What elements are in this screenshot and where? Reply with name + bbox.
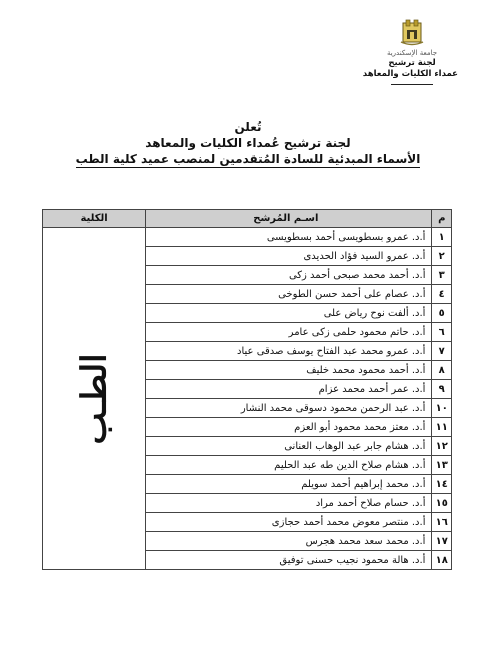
candidate-name: أ.د. عبد الرحمن محمود دسوقى محمد النشار — [146, 399, 432, 418]
header-divider — [391, 84, 433, 85]
row-number: ١١ — [432, 418, 452, 437]
row-number: ٤ — [432, 285, 452, 304]
row-number: ٩ — [432, 380, 452, 399]
university-seal-icon — [397, 18, 427, 48]
candidate-name: أ.د. عمرو بسطويسى أحمد بسطويسى — [146, 228, 432, 247]
candidate-name: أ.د. منتصر معوض محمد أحمد حجازى — [146, 513, 432, 532]
row-number: ٢ — [432, 247, 452, 266]
committee-line-2: عمداء الكليات والمعاهد — [362, 69, 458, 79]
candidate-name: أ.د. أحمد محمود محمد خليف — [146, 361, 432, 380]
committee-heading: لجنة ترشيح عُمداء الكليات والمعاهد — [145, 136, 351, 150]
faculty-cell — [43, 228, 146, 570]
candidate-name: أ.د. هشام جابر عبد الوهاب العنانى — [146, 437, 432, 456]
table-row — [43, 228, 452, 247]
table-body — [43, 228, 452, 570]
candidate-name: أ.د. محمد إبراهيم أحمد سويلم — [146, 475, 432, 494]
header-number: م — [432, 210, 452, 228]
committee-line-1: لجنة ترشيح — [388, 58, 436, 68]
header-candidate-name: اسـم المُرشح — [146, 210, 432, 228]
subject-heading-text: الأسماء المبدئية للسادة المُتقدمين لمنصب عميد كلية الطب — [75, 152, 421, 166]
candidates-table — [42, 209, 452, 570]
faculty-name: الطـب — [74, 352, 115, 445]
subject-heading — [0, 152, 496, 166]
row-number: ١٧ — [432, 532, 452, 551]
candidate-name: أ.د. محمد سعد محمد هجرس — [146, 532, 432, 551]
candidate-name: أ.د. هالة محمود نجيب حسنى توفيق — [146, 551, 432, 570]
row-number: ٥ — [432, 304, 452, 323]
row-number: ١٨ — [432, 551, 452, 570]
candidate-name: أ.د. هشام صلاح الدين طه عبد الحليم — [146, 456, 432, 475]
row-number: ٦ — [432, 323, 452, 342]
row-number: ٧ — [432, 342, 452, 361]
row-number: ١٣ — [432, 456, 452, 475]
row-number: ١٤ — [432, 475, 452, 494]
organization-header — [362, 18, 458, 85]
row-number: ٣ — [432, 266, 452, 285]
row-number: ٨ — [432, 361, 452, 380]
row-number: ١ — [432, 228, 452, 247]
seal-text: جامعة الإسكندرية — [386, 49, 438, 57]
candidate-name: أ.د. معتز محمد محمود أبو العزم — [146, 418, 432, 437]
row-number: ١٦ — [432, 513, 452, 532]
candidate-name: أ.د. حاتم محمود حلمى زكى عامر — [146, 323, 432, 342]
candidate-name: أ.د. حسام صلاح أحمد مراد — [146, 494, 432, 513]
candidate-name: أ.د. عمرو السيد فؤاد الحديدى — [146, 247, 432, 266]
candidate-name: أ.د. عمر أحمد محمد عزام — [146, 380, 432, 399]
row-number: ١٥ — [432, 494, 452, 513]
candidate-name: أ.د. عصام على أحمد حسن الطوخى — [146, 285, 432, 304]
announcement-heading: تُعلن — [234, 120, 262, 134]
row-number: ١٢ — [432, 437, 452, 456]
table-header-row — [43, 210, 452, 228]
candidate-name: أ.د. ألفت نوح رياض على — [146, 304, 432, 323]
row-number: ١٠ — [432, 399, 452, 418]
header-faculty: الكلية — [43, 210, 146, 228]
candidate-name: أ.د. عمرو محمد عبد الفتاح يوسف صدقى عياد — [146, 342, 432, 361]
candidate-name: أ.د. أحمد محمد صبحى أحمد زكى — [146, 266, 432, 285]
